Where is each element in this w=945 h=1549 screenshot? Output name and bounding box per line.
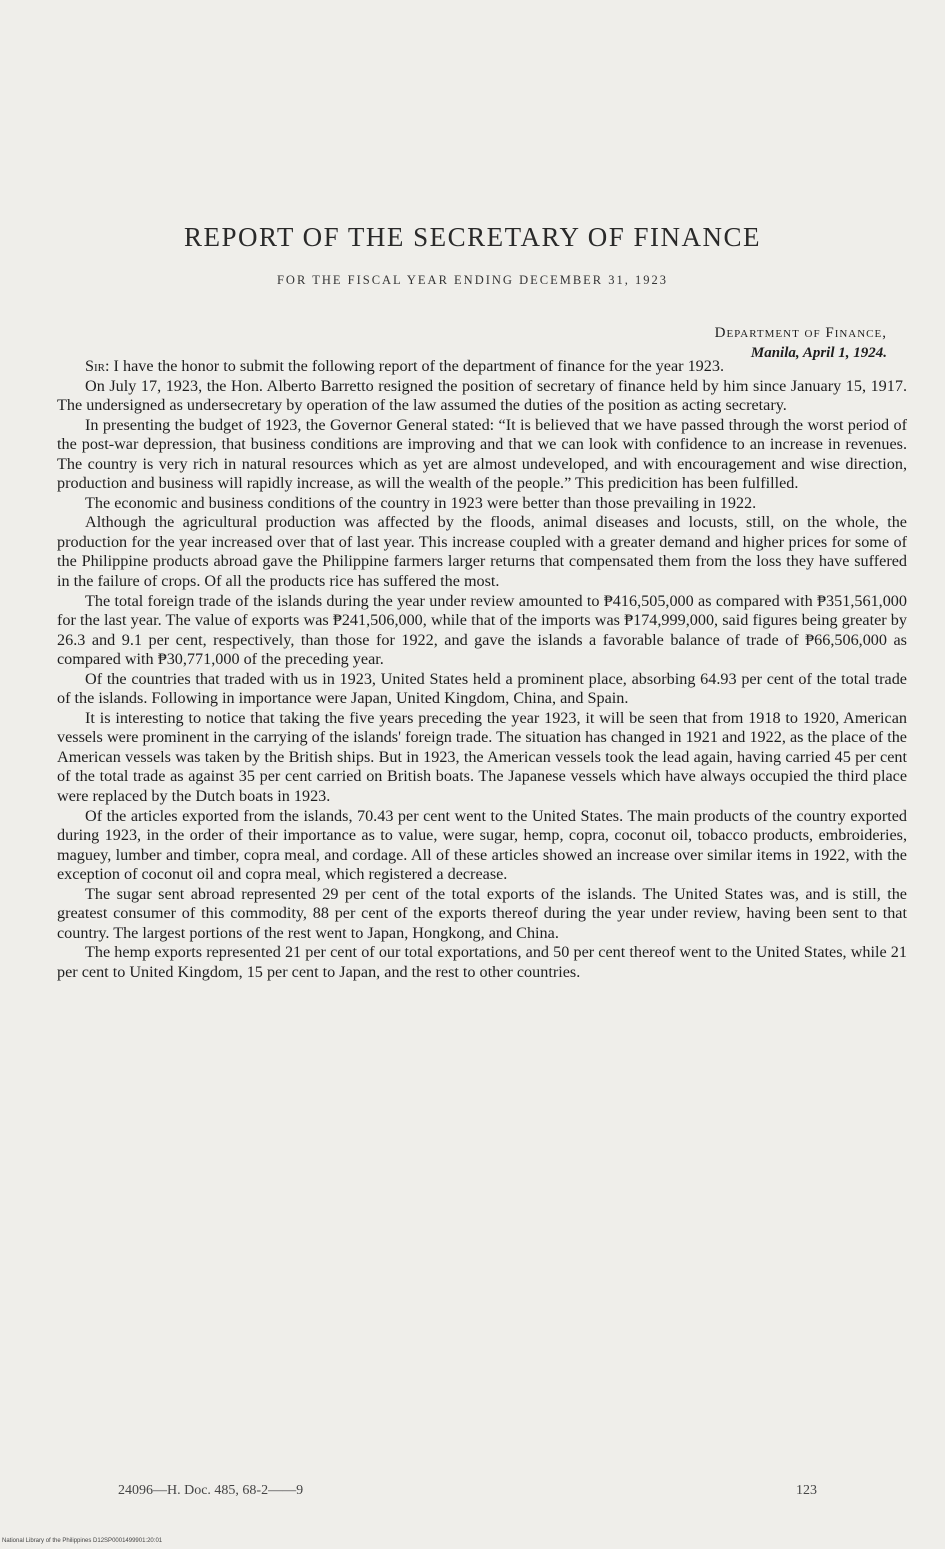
paragraph: The total foreign trade of the islands during the year under review amounted to ₱416,505,000 as compared with ₱351,561,000 for the last year. The value of exports was ₱241,506,000, while that of the imports was ₱174,999,000, said figures being greater by 26.3 and 9.1 per cent, respectively, than those for 1922, and gave the islands a favorable balance of trade of ₱66,506,000 as compared with ₱30,771,000 of the preceding year.	[57, 591, 907, 669]
scan-stamp: National Library of the Philippines D12SP0001499901:20:01	[2, 1538, 163, 1544]
paragraph: Of the articles exported from the islands, 70.43 per cent went to the United States. The main products of the country exported during 1923, in the order of their importance as to value, were sugar, hemp, copra, coconut oil, tobacco products, embroideries, maguey, lumber and timber, copra meal, and cordage. All of these articles showed an increase over similar items in 1922, with the exception of coconut oil and copra meal, which registered a decrease.	[57, 806, 907, 884]
printer-signature: 24096—H. Doc. 485, 68-2——9	[118, 1483, 304, 1498]
paragraph: In presenting the budget of 1923, the Governor General stated: “It is believed that we have passed through the worst period of the post-war depression, that business conditions are improving and that we can look with confidence to an increase in revenues. The country is very rich in natural resources which as yet are almost undeveloped, and with encouragement and wise direction, production and business will rapidly increase, as will the wealth of the people.” This predicition has been fulfilled.	[57, 415, 907, 493]
salutation-word: Sir	[85, 357, 106, 375]
report-subtitle: FOR THE FISCAL YEAR ENDING DECEMBER 31, 1923	[276, 273, 669, 287]
paragraph: Of the countries that traded with us in 1923, United States held a prominent place, absorbing 64.93 per cent of the total trade of the islands. Following in importance were Japan, United Kingdom, China, and Spain.	[57, 669, 907, 708]
page-number: 123	[796, 1483, 817, 1498]
place-and-date: Manila, April 1, 1924.	[750, 345, 887, 361]
paragraph: The economic and business conditions of the country in 1923 were better than those prevailing in 1922.	[85, 493, 757, 512]
paragraph: On July 17, 1923, the Hon. Alberto Barretto resigned the position of secretary of finance held by him since January 15, 1917. The undersigned as undersecretary by operation of the law assumed the duties of the position as acting secretary.	[57, 376, 907, 415]
report-title: REPORT OF THE SECRETARY OF FINANCE	[183, 222, 762, 252]
paragraph: The sugar sent abroad represented 29 per cent of the total exports of the islands. The United States was, and is still, the greatest consumer of this commodity, 88 per cent of the exports thereof during the year under review, having been sent to that country. The largest portions of the rest went to Japan, Hongkong, and China.	[57, 884, 907, 942]
paragraph: Although the agricultural production was affected by the floods, animal diseases and locusts, still, on the whole, the production for the year increased over that of last year. This increase coupled with a greater demand and higher prices for some of the Philippine products abroad gave the Philippine farmers larger returns that compensated them from the loss they have suffered in the failure of crops. Of all the products rice has suffered the most.	[57, 513, 907, 591]
report-body	[57, 357, 907, 983]
paragraph: The hemp exports represented 21 per cent of our total exportations, and 50 per cent thereof went to the United States, while 21 per cent to United Kingdom, 15 per cent to Japan, and the rest to other countries.	[57, 943, 907, 981]
paragraph: It is interesting to notice that taking the five years preceding the year 1923, it will be seen that from 1918 to 1920, American vessels were prominent in the carrying of the islands' foreign trade. The situation has changed in 1921 and 1922, as the place of the American vessels was taken by the British ships. But in 1923, the American vessels took the lead again, having carried 45 per cent of the total trade as against 35 per cent carried on British boats. The Japanese vessels which have always occupied the third place were replaced by the Dutch boats in 1923.	[57, 708, 907, 806]
paragraph	[57, 357, 907, 377]
paragraph-text: : I have the honor to submit the following report of the department of finance for the year 1923.	[105, 357, 724, 375]
department-office: Department of Finance,	[714, 325, 887, 341]
